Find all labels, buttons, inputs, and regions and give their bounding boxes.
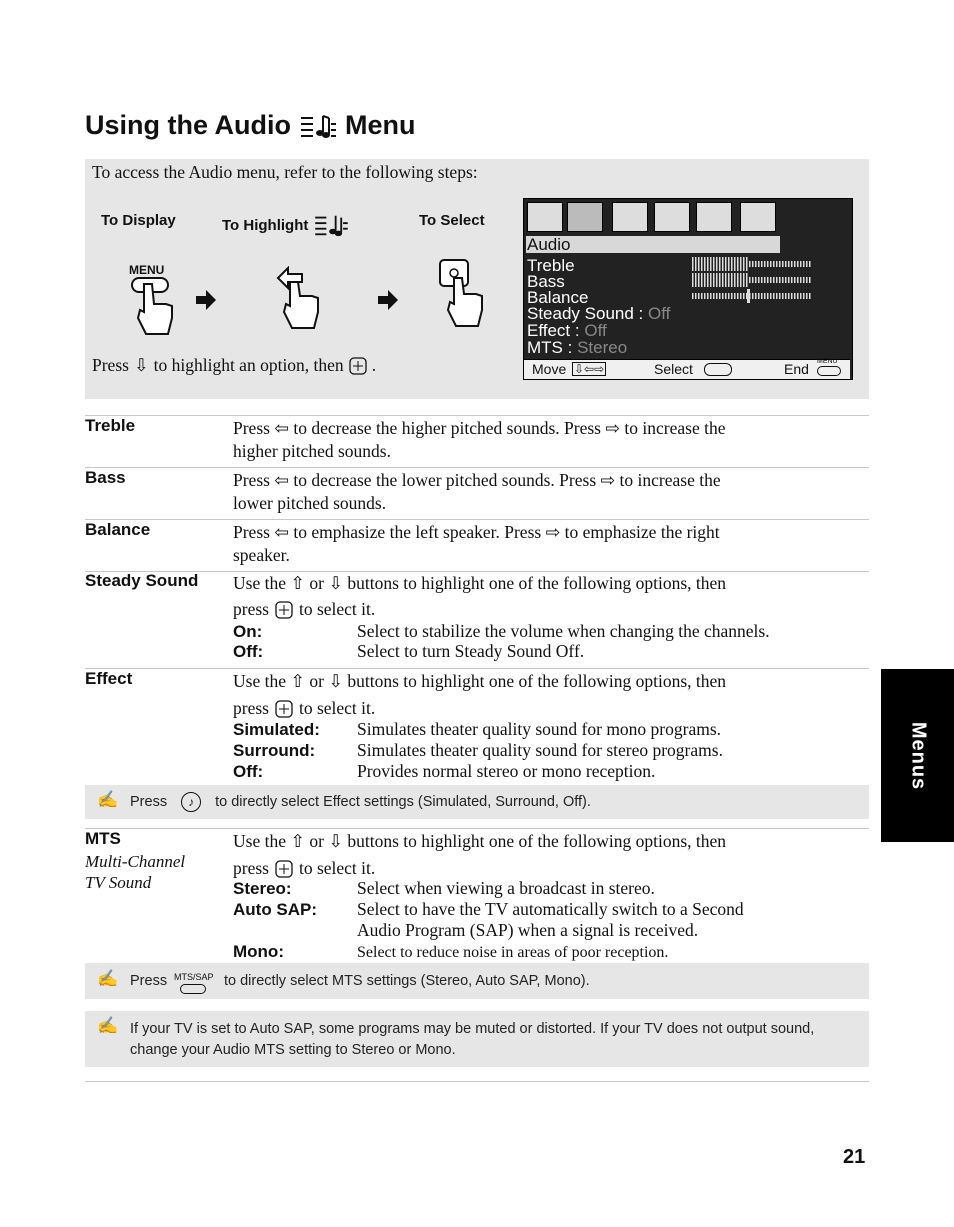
option-text-simulated: Simulates theater quality sound for mono programs. (357, 719, 722, 739)
desc-mts: Use the ⇧ or ⇩ buttons to highlight one of the following options, then (233, 831, 727, 851)
section-tab-menus (881, 669, 954, 842)
audio-menu-icon (567, 202, 603, 232)
divider (85, 1081, 869, 1082)
term-bass: Bass (85, 468, 126, 487)
press-instruction-text: to highlight an option, then (153, 355, 344, 375)
option-text-auto-sap: Select to have the TV automatically switch to a Second Audio Program (SAP) when a signal is received. (357, 899, 744, 940)
tv-item-treble: Treble (527, 256, 575, 275)
mts-sap-button-label: MTS/SAP (174, 972, 214, 982)
select-button-icon (349, 357, 367, 375)
audio-notes-icon (299, 112, 337, 140)
option-label-surround: Surround: (233, 741, 316, 760)
desc-mts-press: press to select it. (233, 858, 376, 878)
option-text-stereo: Select when viewing a broadcast in stereo. (357, 878, 655, 898)
select-button-icon (275, 860, 293, 878)
tv-menu-footer (524, 359, 850, 379)
hand-pressing-select-icon (436, 258, 488, 328)
option-text-off: Provides normal stereo or mono reception. (357, 761, 656, 781)
tv-item-effect: Effect : Off (527, 321, 607, 340)
step-label-select: To Select (419, 212, 485, 229)
press-word: Press (92, 355, 129, 375)
desc-bass: Press ⇦ to decrease the lower pitched sounds. Press ⇨ to increase the lower pitched sounds. (233, 470, 721, 513)
arrow-right-icon (376, 288, 400, 312)
option-label-mono: Mono: (233, 942, 284, 961)
note-mts-press: Press (130, 973, 168, 989)
level-bars (692, 255, 814, 307)
desc-effect: Use the ⇧ or ⇩ buttons to highlight one of the following options, then (233, 671, 727, 691)
channel-menu-icon (612, 202, 648, 232)
tv-menu-header: Audio (527, 235, 571, 254)
desc-effect-press: press to select it. (233, 698, 376, 718)
parent-menu-icon (654, 202, 690, 232)
section-tab-label: Menus (907, 721, 929, 790)
desc-balance: Press ⇦ to emphasize the left speaker. Press ⇨ to emphasize the right speaker. (233, 522, 720, 565)
term-steady-sound: Steady Sound (85, 571, 199, 590)
term-treble: Treble (85, 416, 136, 435)
term-effect: Effect (85, 669, 133, 688)
note-auto-sap-text: If your TV is set to Auto SAP, some programs may be muted or distorted. If your TV does not output sound, change your Audio MTS setting to Stereo or Mono. (130, 1021, 815, 1058)
option-label-on: On: (233, 622, 263, 641)
access-intro: To access the Audio menu, refer to the following steps: (92, 162, 478, 182)
hand-pressing-arrow-icon (274, 266, 322, 330)
step-label-highlight (222, 212, 350, 238)
press-period: . (371, 355, 377, 375)
step-label-display: To Display (101, 212, 176, 229)
menu-button-icon (817, 366, 841, 376)
effect-button-icon: ♪ (181, 792, 201, 812)
option-text-on: Select to stabilize the volume when changing the channels. (357, 621, 770, 641)
option-label-simulated: Simulated: (233, 720, 320, 739)
note-effect-text: Press ♪ to directly select Effect settings (Simulated, Surround, Off). (130, 794, 591, 810)
arrow-right-icon (194, 288, 218, 312)
tv-footer-move: Move (532, 361, 567, 377)
timer-menu-icon (696, 202, 732, 232)
menu-button-label: MENU (129, 263, 165, 277)
term-mts: MTS (85, 829, 121, 848)
title-text-end: Menu (344, 110, 416, 140)
note-pencil-icon: ✍ (97, 790, 119, 809)
mts-sap-button-icon (180, 984, 206, 994)
option-text-mono: Select to reduce noise in areas of poor reception. (357, 944, 669, 961)
desc-treble: Press ⇦ to decrease the higher pitched sounds. Press ⇨ to increase the higher pitched sounds. (233, 418, 726, 461)
picture-menu-icon (527, 202, 563, 232)
divider (85, 828, 869, 829)
step-label-highlight-text: To Highlight (222, 216, 309, 234)
hand-pressing-menu-icon (128, 276, 176, 338)
option-text-surround: Simulates theater quality sound for stereo programs. (357, 740, 723, 760)
tv-audio-menu-screen (523, 198, 853, 380)
title-text-start: Using the Audio (85, 110, 291, 140)
down-arrow-icon: ⇩ (133, 355, 149, 375)
desc-steady-sound: Use the ⇧ or ⇩ buttons to highlight one of the following options, then (233, 573, 727, 593)
tv-footer-select: Select (654, 361, 693, 377)
select-button-icon (275, 700, 293, 718)
tv-footer-end: End (784, 361, 809, 377)
tv-item-balance: Balance (527, 288, 589, 307)
tv-footer-end-menu: MENU (817, 358, 838, 365)
option-label-stereo: Stereo: (233, 879, 292, 898)
term-mts-subtitle: Multi-Channel TV Sound (85, 852, 186, 892)
select-button-icon (704, 363, 732, 376)
divider (85, 415, 869, 416)
note-pencil-icon: ✍ (97, 1016, 119, 1035)
option-label-off: Off: (233, 762, 264, 781)
tv-item-steady-sound: Steady Sound : Off (527, 304, 671, 323)
note-mts-text: to directly select MTS settings (Stereo, Auto SAP, Mono). (224, 973, 590, 989)
divider (85, 467, 869, 468)
page-number: 21 (843, 1146, 866, 1168)
divider (85, 519, 869, 520)
desc-steady-sound-press: press to select it. (233, 599, 376, 619)
option-label-off: Off: (233, 642, 264, 661)
press-instruction (92, 355, 376, 376)
tv-item-bass: Bass (527, 272, 565, 291)
term-balance: Balance (85, 520, 151, 539)
move-arrows-icon: ⇩⇦⇨ (574, 362, 605, 376)
note-pencil-icon: ✍ (97, 969, 119, 988)
setup-menu-icon (740, 202, 776, 232)
audio-notes-icon (312, 212, 350, 238)
tv-item-mts: MTS : Stereo (527, 338, 628, 357)
select-button-icon (275, 601, 293, 619)
option-label-auto-sap: Auto SAP: (233, 900, 318, 919)
option-text-off: Select to turn Steady Sound Off. (357, 641, 585, 661)
page-title (85, 110, 415, 141)
divider (85, 668, 869, 669)
